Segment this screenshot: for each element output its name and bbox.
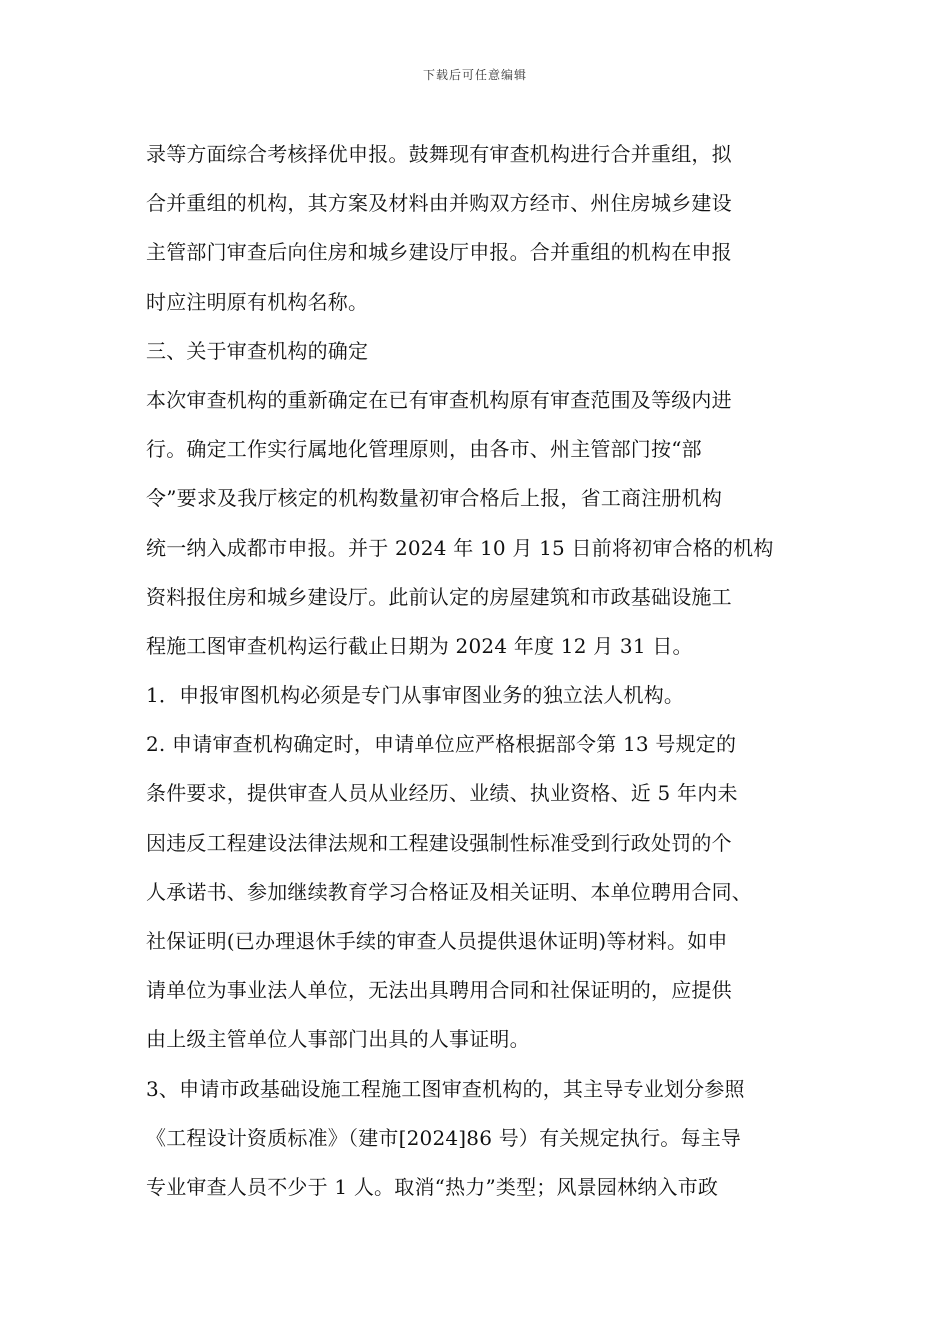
text-line: 本次审查机构的重新确定在已有审查机构原有审查范围及等级内进	[146, 387, 732, 412]
document-body	[146, 130, 836, 1212]
text-line: 资料报住房和城乡建设厅。此前认定的房屋建筑和市政基础设施工	[146, 584, 732, 609]
text-line: 合并重组的机构，其方案及材料由并购双方经市、州住房城乡建设	[146, 191, 732, 216]
page-header-note: 下载后可任意编辑	[422, 68, 527, 82]
text-line: 专业审查人员不少于 1 人。取消“热力”类型；风景园林纳入市政	[146, 1174, 719, 1199]
text-line: 3、申请市政基础设施工程施工图审查机构的，其主导专业划分参照	[146, 1076, 745, 1101]
text-line: 社保证明(已办理退休手续的审查人员提供退休证明)等材料。如申	[146, 929, 728, 953]
text-line: 行。确定工作实行属地化管理原则，由各市、州主管部门按“部	[146, 437, 702, 462]
text-line: 由上级主管单位人事部门出具的人事证明。	[146, 1027, 530, 1052]
text-line: 因违反工程建设法律法规和工程建设强制性标准受到行政处罚的个	[146, 830, 732, 855]
text-line: 主管部门审查后向住房和城乡建设厅申报。合并重组的机构在申报	[146, 240, 732, 265]
text-line: 令”要求及我厅核定的机构数量初审合格后上报，省工商注册机构	[146, 486, 723, 511]
text-line: 条件要求，提供审查人员从业经历、业绩、执业资格、近 5 年内未	[146, 781, 738, 806]
text-line: 2. 申请审查机构确定时，申请单位应严格根据部令第 13 号规定的	[146, 732, 737, 757]
text-line: 三、关于审查机构的确定	[146, 338, 369, 363]
text-line: 1．申报审图机构必须是专门从事审图业务的独立法人机构。	[146, 683, 685, 708]
text-line: 统一纳入成都市申报。并于 2024 年 10 月 15 日前将初审合格的机构	[146, 535, 774, 560]
text-line: 程施工图审查机构运行截止日期为 2024 年度 12 月 31 日。	[146, 633, 693, 658]
text-line: 录等方面综合考核择优申报。鼓舞现有审查机构进行合并重组，拟	[146, 142, 732, 166]
text-line: 时应注明原有机构名称。	[146, 289, 369, 314]
text-line: 《工程设计资质标准》（建市[2024]86 号）有关规定执行。每主导	[146, 1125, 742, 1150]
text-line: 人承诺书、参加继续教育学习合格证及相关证明、本单位聘用合同、	[146, 879, 752, 904]
text-line: 请单位为事业法人单位，无法出具聘用合同和社保证明的，应提供	[146, 978, 732, 1003]
